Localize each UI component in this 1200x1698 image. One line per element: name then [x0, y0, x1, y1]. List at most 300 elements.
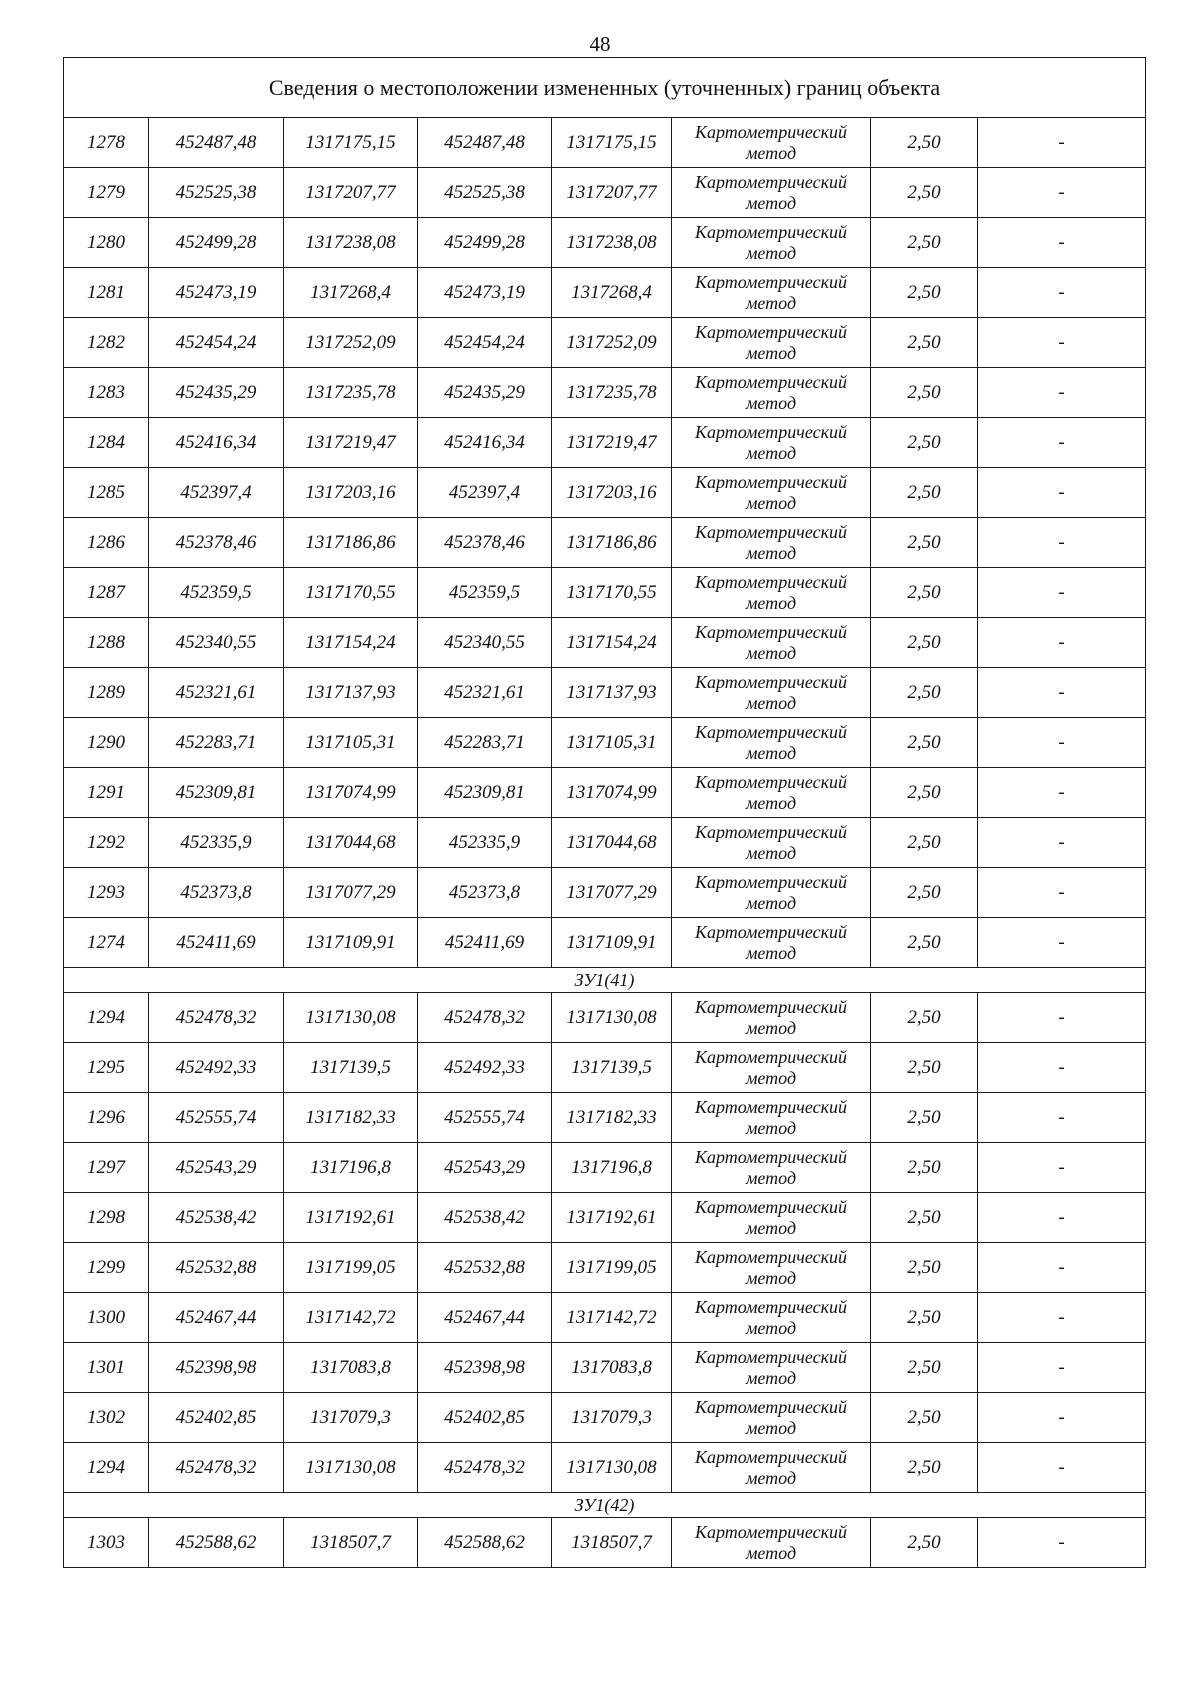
- method-line-2: метод: [745, 1117, 797, 1138]
- method-cell: [672, 1043, 871, 1093]
- existing-y-cell: 1317130,08: [284, 993, 418, 1043]
- refined-y-cell: 1317196,8: [552, 1143, 672, 1193]
- method-line-2: метод: [745, 142, 797, 163]
- refined-y-cell: 1317077,29: [552, 868, 672, 918]
- existing-x-cell: 452473,19: [149, 268, 284, 318]
- existing-y-cell: 1317199,05: [284, 1243, 418, 1293]
- method-line-2: метод: [745, 1267, 797, 1288]
- method-cell: [672, 268, 871, 318]
- method-line-1: Картометрический: [694, 171, 847, 192]
- refined-y-cell: 1317130,08: [552, 993, 672, 1043]
- method-line-1: Картометрический: [694, 1246, 847, 1267]
- method-line-2: метод: [745, 1167, 797, 1188]
- refined-y-cell: 1317170,55: [552, 568, 672, 618]
- table-row: [64, 218, 1146, 268]
- existing-y-cell: 1317109,91: [284, 918, 418, 968]
- table-row: [64, 768, 1146, 818]
- method-cell: [672, 1293, 871, 1343]
- existing-x-cell: 452416,34: [149, 418, 284, 468]
- note-cell: -: [978, 1093, 1146, 1143]
- existing-x-cell: 452454,24: [149, 318, 284, 368]
- existing-y-cell: 1317074,99: [284, 768, 418, 818]
- refined-y-cell: 1317154,24: [552, 618, 672, 668]
- method-cell: [672, 1193, 871, 1243]
- note-cell: -: [978, 1193, 1146, 1243]
- table-row: [64, 168, 1146, 218]
- refined-x-cell: 452454,24: [418, 318, 552, 368]
- method-cell: [672, 868, 871, 918]
- accuracy-cell: 2,50: [871, 768, 978, 818]
- point-number-cell: 1295: [64, 1043, 149, 1093]
- point-number-cell: 1290: [64, 718, 149, 768]
- method-line-1: Картометрический: [694, 371, 847, 392]
- accuracy-cell: 2,50: [871, 268, 978, 318]
- existing-x-cell: 452283,71: [149, 718, 284, 768]
- existing-x-cell: 452478,32: [149, 993, 284, 1043]
- method-line-1: Картометрический: [694, 721, 847, 742]
- method-cell: [672, 1143, 871, 1193]
- note-cell: -: [978, 618, 1146, 668]
- table-row: [64, 318, 1146, 368]
- method-cell: [672, 1093, 871, 1143]
- accuracy-cell: 2,50: [871, 318, 978, 368]
- point-number-cell: 1284: [64, 418, 149, 468]
- method-line-1: Картометрический: [694, 471, 847, 492]
- existing-y-cell: 1317154,24: [284, 618, 418, 668]
- method-line-1: Картометрический: [694, 121, 847, 142]
- table-row: [64, 618, 1146, 668]
- accuracy-cell: 2,50: [871, 818, 978, 868]
- point-number-cell: 1281: [64, 268, 149, 318]
- method-line-1: Картометрический: [694, 1146, 847, 1167]
- method-cell: [672, 168, 871, 218]
- point-number-cell: 1296: [64, 1093, 149, 1143]
- note-cell: -: [978, 318, 1146, 368]
- accuracy-cell: 2,50: [871, 1043, 978, 1093]
- method-cell: [672, 718, 871, 768]
- method-line-1: Картометрический: [694, 1196, 847, 1217]
- refined-x-cell: 452359,5: [418, 568, 552, 618]
- table-row: [64, 1043, 1146, 1093]
- refined-y-cell: 1317139,5: [552, 1043, 672, 1093]
- point-number-cell: 1285: [64, 468, 149, 518]
- accuracy-cell: 2,50: [871, 918, 978, 968]
- method-line-1: Картометрический: [694, 1046, 847, 1067]
- refined-y-cell: 1317130,08: [552, 1443, 672, 1493]
- refined-y-cell: 1317238,08: [552, 218, 672, 268]
- existing-x-cell: 452411,69: [149, 918, 284, 968]
- method-line-2: метод: [745, 1417, 797, 1438]
- table-row: [64, 368, 1146, 418]
- existing-x-cell: 452525,38: [149, 168, 284, 218]
- note-cell: -: [978, 818, 1146, 868]
- existing-y-cell: 1317203,16: [284, 468, 418, 518]
- point-number-cell: 1289: [64, 668, 149, 718]
- method-line-1: Картометрический: [694, 1096, 847, 1117]
- accuracy-cell: 2,50: [871, 1343, 978, 1393]
- accuracy-cell: 2,50: [871, 668, 978, 718]
- refined-x-cell: 452588,62: [418, 1518, 552, 1568]
- existing-x-cell: 452378,46: [149, 518, 284, 568]
- section-label: ЗУ1(42): [64, 1493, 1146, 1518]
- point-number-cell: 1293: [64, 868, 149, 918]
- existing-x-cell: 452321,61: [149, 668, 284, 718]
- table-title-row: [64, 58, 1146, 118]
- method-cell: [672, 318, 871, 368]
- existing-x-cell: 452538,42: [149, 1193, 284, 1243]
- section-row: [64, 968, 1146, 993]
- existing-x-cell: 452487,48: [149, 118, 284, 168]
- existing-y-cell: 1317219,47: [284, 418, 418, 468]
- method-cell: [672, 668, 871, 718]
- page-number: 48: [589, 32, 611, 56]
- table-row: [64, 918, 1146, 968]
- method-line-2: метод: [745, 442, 797, 463]
- refined-x-cell: 452478,32: [418, 993, 552, 1043]
- existing-y-cell: 1317175,15: [284, 118, 418, 168]
- refined-x-cell: 452435,29: [418, 368, 552, 418]
- point-number-cell: 1279: [64, 168, 149, 218]
- accuracy-cell: 2,50: [871, 1143, 978, 1193]
- method-cell: [672, 1393, 871, 1443]
- refined-y-cell: 1317192,61: [552, 1193, 672, 1243]
- table-row: [64, 1243, 1146, 1293]
- note-cell: -: [978, 218, 1146, 268]
- method-line-1: Картометрический: [694, 921, 847, 942]
- refined-y-cell: 1317079,3: [552, 1393, 672, 1443]
- existing-x-cell: 452335,9: [149, 818, 284, 868]
- table-row: [64, 268, 1146, 318]
- method-line-2: метод: [745, 392, 797, 413]
- method-line-1: Картометрический: [694, 996, 847, 1017]
- table-row: [64, 1143, 1146, 1193]
- existing-y-cell: 1317044,68: [284, 818, 418, 868]
- refined-x-cell: 452373,8: [418, 868, 552, 918]
- existing-y-cell: 1317268,4: [284, 268, 418, 318]
- note-cell: -: [978, 1293, 1146, 1343]
- refined-x-cell: 452525,38: [418, 168, 552, 218]
- method-line-2: метод: [745, 942, 797, 963]
- method-cell: [672, 368, 871, 418]
- existing-y-cell: 1317238,08: [284, 218, 418, 268]
- refined-y-cell: 1317203,16: [552, 468, 672, 518]
- note-cell: -: [978, 268, 1146, 318]
- table-title: Сведения о местоположении измененных (уточненных) границ объекта: [64, 58, 1146, 118]
- table-row: [64, 1293, 1146, 1343]
- existing-y-cell: 1317137,93: [284, 668, 418, 718]
- existing-y-cell: 1317105,31: [284, 718, 418, 768]
- accuracy-cell: 2,50: [871, 1093, 978, 1143]
- accuracy-cell: 2,50: [871, 218, 978, 268]
- point-number-cell: 1278: [64, 118, 149, 168]
- method-line-2: метод: [745, 342, 797, 363]
- existing-x-cell: 452359,5: [149, 568, 284, 618]
- point-number-cell: 1298: [64, 1193, 149, 1243]
- note-cell: -: [978, 168, 1146, 218]
- existing-y-cell: 1317182,33: [284, 1093, 418, 1143]
- table-row: [64, 1393, 1146, 1443]
- existing-x-cell: 452309,81: [149, 768, 284, 818]
- note-cell: -: [978, 468, 1146, 518]
- refined-y-cell: 1317105,31: [552, 718, 672, 768]
- note-cell: -: [978, 868, 1146, 918]
- method-cell: [672, 468, 871, 518]
- accuracy-cell: 2,50: [871, 618, 978, 668]
- method-line-1: Картометрический: [694, 671, 847, 692]
- existing-y-cell: 1317196,8: [284, 1143, 418, 1193]
- table-row: [64, 818, 1146, 868]
- accuracy-cell: 2,50: [871, 993, 978, 1043]
- method-line-1: Картометрический: [694, 571, 847, 592]
- accuracy-cell: 2,50: [871, 168, 978, 218]
- refined-y-cell: 1317235,78: [552, 368, 672, 418]
- existing-x-cell: 452532,88: [149, 1243, 284, 1293]
- refined-y-cell: 1317207,77: [552, 168, 672, 218]
- accuracy-cell: 2,50: [871, 1393, 978, 1443]
- point-number-cell: 1299: [64, 1243, 149, 1293]
- boundary-coordinates-table: [63, 57, 1146, 1568]
- refined-y-cell: 1317137,93: [552, 668, 672, 718]
- refined-x-cell: 452309,81: [418, 768, 552, 818]
- refined-x-cell: 452487,48: [418, 118, 552, 168]
- existing-y-cell: 1317139,5: [284, 1043, 418, 1093]
- note-cell: -: [978, 568, 1146, 618]
- table-row: [64, 1093, 1146, 1143]
- note-cell: -: [978, 1143, 1146, 1193]
- refined-y-cell: 1317268,4: [552, 268, 672, 318]
- note-cell: -: [978, 1043, 1146, 1093]
- existing-y-cell: 1317207,77: [284, 168, 418, 218]
- table-row: [64, 1443, 1146, 1493]
- table-row: [64, 668, 1146, 718]
- existing-x-cell: 452435,29: [149, 368, 284, 418]
- accuracy-cell: 2,50: [871, 468, 978, 518]
- refined-y-cell: 1317199,05: [552, 1243, 672, 1293]
- existing-y-cell: 1317079,3: [284, 1393, 418, 1443]
- table-row: [64, 718, 1146, 768]
- accuracy-cell: 2,50: [871, 118, 978, 168]
- existing-y-cell: 1317170,55: [284, 568, 418, 618]
- method-line-2: метод: [745, 292, 797, 313]
- method-line-1: Картометрический: [694, 221, 847, 242]
- note-cell: -: [978, 768, 1146, 818]
- method-cell: [672, 418, 871, 468]
- point-number-cell: 1300: [64, 1293, 149, 1343]
- existing-y-cell: 1317142,72: [284, 1293, 418, 1343]
- method-line-1: Картометрический: [694, 1521, 847, 1542]
- existing-x-cell: 452492,33: [149, 1043, 284, 1093]
- method-line-2: метод: [745, 1067, 797, 1088]
- existing-x-cell: 452340,55: [149, 618, 284, 668]
- refined-x-cell: 452335,9: [418, 818, 552, 868]
- method-cell: [672, 993, 871, 1043]
- table-row: [64, 418, 1146, 468]
- note-cell: -: [978, 718, 1146, 768]
- section-row: [64, 1493, 1146, 1518]
- table-row: [64, 118, 1146, 168]
- method-cell: [672, 1518, 871, 1568]
- method-line-2: метод: [745, 542, 797, 563]
- note-cell: -: [978, 918, 1146, 968]
- existing-x-cell: 452402,85: [149, 1393, 284, 1443]
- accuracy-cell: 2,50: [871, 368, 978, 418]
- existing-y-cell: 1317077,29: [284, 868, 418, 918]
- existing-x-cell: 452373,8: [149, 868, 284, 918]
- existing-x-cell: 452397,4: [149, 468, 284, 518]
- point-number-cell: 1301: [64, 1343, 149, 1393]
- refined-x-cell: 452538,42: [418, 1193, 552, 1243]
- method-cell: [672, 818, 871, 868]
- point-number-cell: 1282: [64, 318, 149, 368]
- accuracy-cell: 2,50: [871, 518, 978, 568]
- refined-x-cell: 452402,85: [418, 1393, 552, 1443]
- table-row: [64, 1193, 1146, 1243]
- table-row: [64, 468, 1146, 518]
- refined-x-cell: 452411,69: [418, 918, 552, 968]
- existing-y-cell: 1317235,78: [284, 368, 418, 418]
- method-line-2: метод: [745, 792, 797, 813]
- refined-y-cell: 1317252,09: [552, 318, 672, 368]
- accuracy-cell: 2,50: [871, 418, 978, 468]
- existing-x-cell: 452543,29: [149, 1143, 284, 1193]
- method-line-2: метод: [745, 842, 797, 863]
- method-line-2: метод: [745, 642, 797, 663]
- point-number-cell: 1294: [64, 1443, 149, 1493]
- section-label: ЗУ1(41): [64, 968, 1146, 993]
- table-body: [64, 58, 1146, 1568]
- note-cell: -: [978, 418, 1146, 468]
- refined-x-cell: 452378,46: [418, 518, 552, 568]
- table-row: [64, 868, 1146, 918]
- table-row: [64, 518, 1146, 568]
- table-row: [64, 1518, 1146, 1568]
- refined-x-cell: 452543,29: [418, 1143, 552, 1193]
- point-number-cell: 1288: [64, 618, 149, 668]
- accuracy-cell: 2,50: [871, 1243, 978, 1293]
- table-row: [64, 993, 1146, 1043]
- existing-y-cell: 1317192,61: [284, 1193, 418, 1243]
- refined-x-cell: 452397,4: [418, 468, 552, 518]
- refined-x-cell: 452555,74: [418, 1093, 552, 1143]
- accuracy-cell: 2,50: [871, 1443, 978, 1493]
- refined-y-cell: 1317186,86: [552, 518, 672, 568]
- method-line-2: метод: [745, 242, 797, 263]
- refined-x-cell: 452321,61: [418, 668, 552, 718]
- refined-y-cell: 1318507,7: [552, 1518, 672, 1568]
- method-line-2: метод: [745, 1217, 797, 1238]
- method-cell: [672, 518, 871, 568]
- existing-x-cell: 452467,44: [149, 1293, 284, 1343]
- method-line-2: метод: [745, 692, 797, 713]
- method-line-2: метод: [745, 1017, 797, 1038]
- existing-y-cell: 1317252,09: [284, 318, 418, 368]
- point-number-cell: 1287: [64, 568, 149, 618]
- refined-x-cell: 452499,28: [418, 218, 552, 268]
- point-number-cell: 1294: [64, 993, 149, 1043]
- refined-x-cell: 452283,71: [418, 718, 552, 768]
- accuracy-cell: 2,50: [871, 1293, 978, 1343]
- method-cell: [672, 218, 871, 268]
- point-number-cell: 1274: [64, 918, 149, 968]
- method-cell: [672, 1443, 871, 1493]
- existing-y-cell: 1317130,08: [284, 1443, 418, 1493]
- existing-y-cell: 1317186,86: [284, 518, 418, 568]
- refined-x-cell: 452398,98: [418, 1343, 552, 1393]
- point-number-cell: 1283: [64, 368, 149, 418]
- method-cell: [672, 918, 871, 968]
- refined-y-cell: 1317175,15: [552, 118, 672, 168]
- note-cell: -: [978, 1443, 1146, 1493]
- existing-x-cell: 452499,28: [149, 218, 284, 268]
- refined-x-cell: 452532,88: [418, 1243, 552, 1293]
- method-line-2: метод: [745, 492, 797, 513]
- method-line-1: Картометрический: [694, 621, 847, 642]
- accuracy-cell: 2,50: [871, 718, 978, 768]
- point-number-cell: 1280: [64, 218, 149, 268]
- note-cell: -: [978, 993, 1146, 1043]
- method-line-2: метод: [745, 1317, 797, 1338]
- note-cell: -: [978, 518, 1146, 568]
- existing-y-cell: 1317083,8: [284, 1343, 418, 1393]
- method-line-1: Картометрический: [694, 321, 847, 342]
- method-line-1: Картометрический: [694, 1296, 847, 1317]
- method-line-1: Картометрический: [694, 271, 847, 292]
- method-line-2: метод: [745, 592, 797, 613]
- method-cell: [672, 1343, 871, 1393]
- refined-y-cell: 1317083,8: [552, 1343, 672, 1393]
- refined-x-cell: 452492,33: [418, 1043, 552, 1093]
- refined-x-cell: 452473,19: [418, 268, 552, 318]
- method-line-1: Картометрический: [694, 521, 847, 542]
- point-number-cell: 1291: [64, 768, 149, 818]
- refined-x-cell: 452340,55: [418, 618, 552, 668]
- method-line-1: Картометрический: [694, 871, 847, 892]
- point-number-cell: 1286: [64, 518, 149, 568]
- table-row: [64, 568, 1146, 618]
- existing-x-cell: 452588,62: [149, 1518, 284, 1568]
- method-line-1: Картометрический: [694, 771, 847, 792]
- existing-x-cell: 452555,74: [149, 1093, 284, 1143]
- refined-y-cell: 1317074,99: [552, 768, 672, 818]
- note-cell: -: [978, 118, 1146, 168]
- method-line-1: Картометрический: [694, 1446, 847, 1467]
- point-number-cell: 1303: [64, 1518, 149, 1568]
- existing-y-cell: 1318507,7: [284, 1518, 418, 1568]
- method-line-2: метод: [745, 742, 797, 763]
- method-cell: [672, 768, 871, 818]
- note-cell: -: [978, 368, 1146, 418]
- method-line-1: Картометрический: [694, 421, 847, 442]
- point-number-cell: 1297: [64, 1143, 149, 1193]
- note-cell: -: [978, 1343, 1146, 1393]
- point-number-cell: 1292: [64, 818, 149, 868]
- refined-y-cell: 1317044,68: [552, 818, 672, 868]
- method-line-2: метод: [745, 1467, 797, 1488]
- refined-y-cell: 1317219,47: [552, 418, 672, 468]
- method-line-1: Картометрический: [694, 821, 847, 842]
- point-number-cell: 1302: [64, 1393, 149, 1443]
- method-line-2: метод: [745, 1367, 797, 1388]
- method-line-2: метод: [745, 1542, 797, 1563]
- accuracy-cell: 2,50: [871, 868, 978, 918]
- refined-y-cell: 1317182,33: [552, 1093, 672, 1143]
- method-line-2: метод: [745, 892, 797, 913]
- method-cell: [672, 568, 871, 618]
- method-line-1: Картометрический: [694, 1396, 847, 1417]
- refined-y-cell: 1317109,91: [552, 918, 672, 968]
- refined-x-cell: 452467,44: [418, 1293, 552, 1343]
- note-cell: -: [978, 1243, 1146, 1293]
